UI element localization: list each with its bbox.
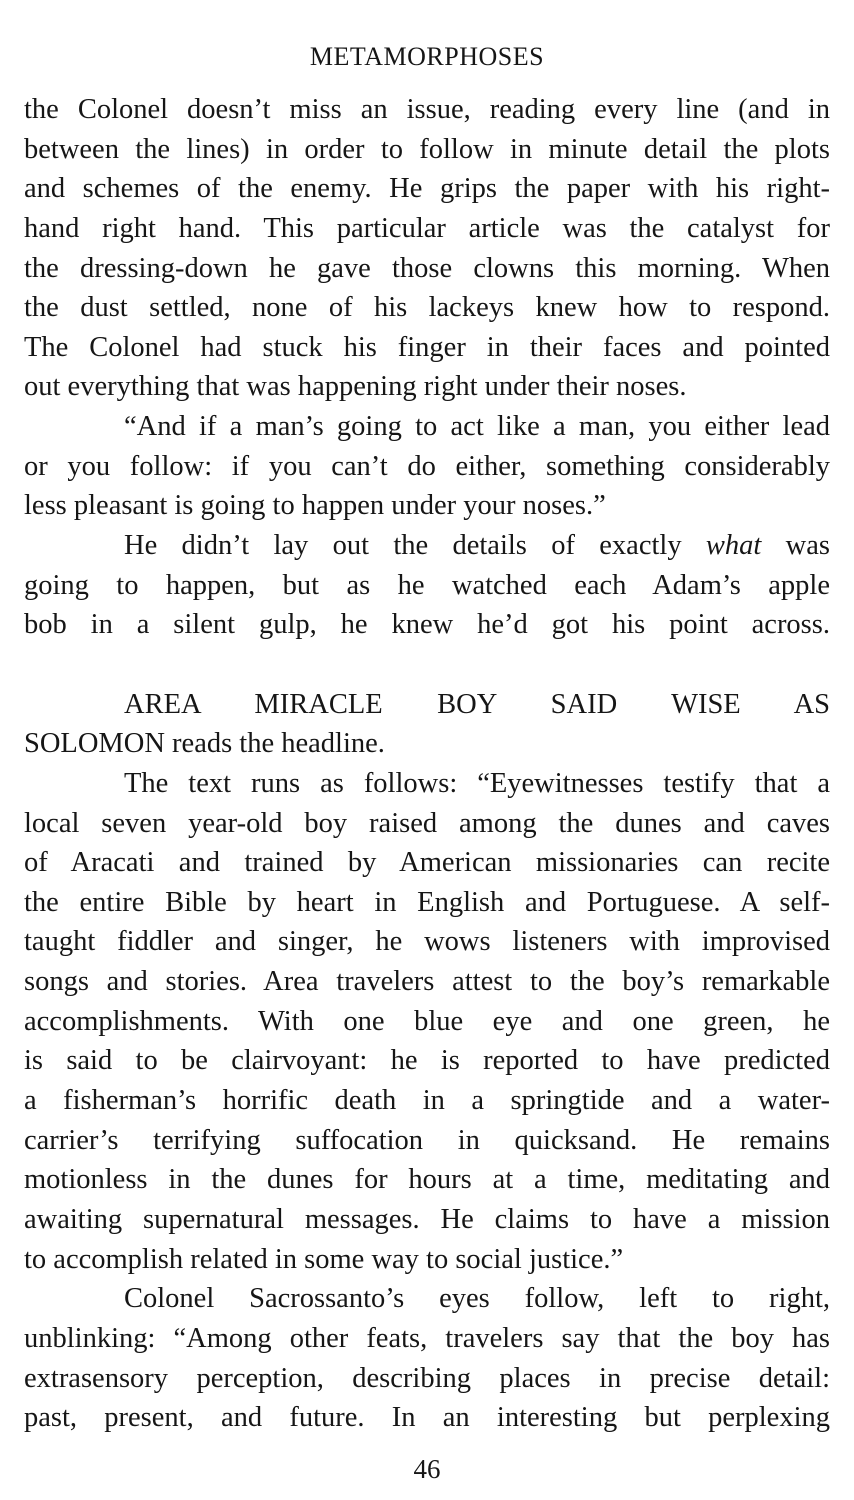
text-line: the dust settled, none of his lackeys knew how to respond. bbox=[24, 292, 830, 324]
text-line: The Colonel had stuck his finger in their faces and pointed bbox=[24, 331, 830, 363]
text-line: between the lines) in order to follow in minute detail the plots bbox=[24, 133, 830, 165]
text-line: out everything that was happening right under their noses. bbox=[24, 371, 687, 403]
text-line: of Aracati and trained by American missionaries can recite bbox=[24, 847, 830, 879]
text-line: or you follow: if you can’t do either, something considerably bbox=[24, 450, 830, 482]
running-head: METAMORPHOSES bbox=[309, 42, 545, 71]
text-line: Colonel Sacrossanto’s eyes follow, left to right, bbox=[124, 1283, 830, 1315]
text-line: carrier’s terrifying suffocation in quicksand. He remains bbox=[24, 1124, 830, 1156]
italic-word: what bbox=[705, 530, 762, 562]
text-line: “And if a man’s going to act like a man, you either lead bbox=[124, 411, 830, 443]
page-number: 46 bbox=[413, 1454, 441, 1484]
section-break bbox=[24, 645, 830, 685]
text-line: bob in a silent gulp, he knew he’d got his point across. bbox=[24, 609, 830, 641]
text-line: AREA MIRACLE BOY SAID WISE AS bbox=[124, 688, 830, 720]
text-line: the Colonel doesn’t miss an issue, reading every line (and in bbox=[24, 94, 830, 125]
text-line: is said to be clairvoyant: he is reported to have predicted bbox=[24, 1045, 830, 1077]
text-line: songs and stories. Area travelers attest to the boy’s remarkable bbox=[24, 966, 830, 998]
text-line: accomplishments. With one blue eye and one green, he bbox=[24, 1005, 830, 1037]
text-line: unblinking: “Among other feats, travelers say that the boy has bbox=[24, 1322, 830, 1354]
text-line: and schemes of the enemy. He grips the paper with his right- bbox=[24, 173, 830, 205]
text-line: a fisherman’s horrific death in a springtide and a water- bbox=[24, 1085, 830, 1117]
text-segment: was bbox=[761, 530, 830, 562]
text-line: The text runs as follows: “Eyewitnesses testify that a bbox=[124, 767, 830, 799]
text-line: hand right hand. This particular article was the catalyst for bbox=[24, 212, 830, 244]
body-text bbox=[24, 90, 830, 1438]
text-line: less pleasant is going to happen under your noses.” bbox=[24, 490, 606, 522]
text-line: past, present, and future. In an interesting but perplexing bbox=[24, 1402, 830, 1434]
text-line: taught fiddler and singer, he wows listeners with improvised bbox=[24, 926, 830, 958]
text-line: to accomplish related in some way to social justice.” bbox=[24, 1243, 624, 1275]
text-line: going to happen, but as he watched each Adam’s apple bbox=[24, 569, 830, 601]
text-line: local seven year-old boy raised among the dunes and caves bbox=[24, 807, 830, 839]
text-line bbox=[24, 526, 830, 566]
text-line: the dressing-down he gave those clowns this morning. When bbox=[24, 252, 830, 284]
text-segment: He didn’t lay out the details of exactly bbox=[124, 530, 706, 562]
text-line: SOLOMON reads the headline. bbox=[24, 728, 385, 760]
text-line: awaiting supernatural messages. He claims to have a mission bbox=[24, 1203, 830, 1235]
text-line: extrasensory perception, describing places in precise detail: bbox=[24, 1362, 830, 1394]
text-line: the entire Bible by heart in English and Portuguese. A self- bbox=[24, 886, 830, 918]
text-line: motionless in the dunes for hours at a time, meditating and bbox=[24, 1164, 830, 1196]
